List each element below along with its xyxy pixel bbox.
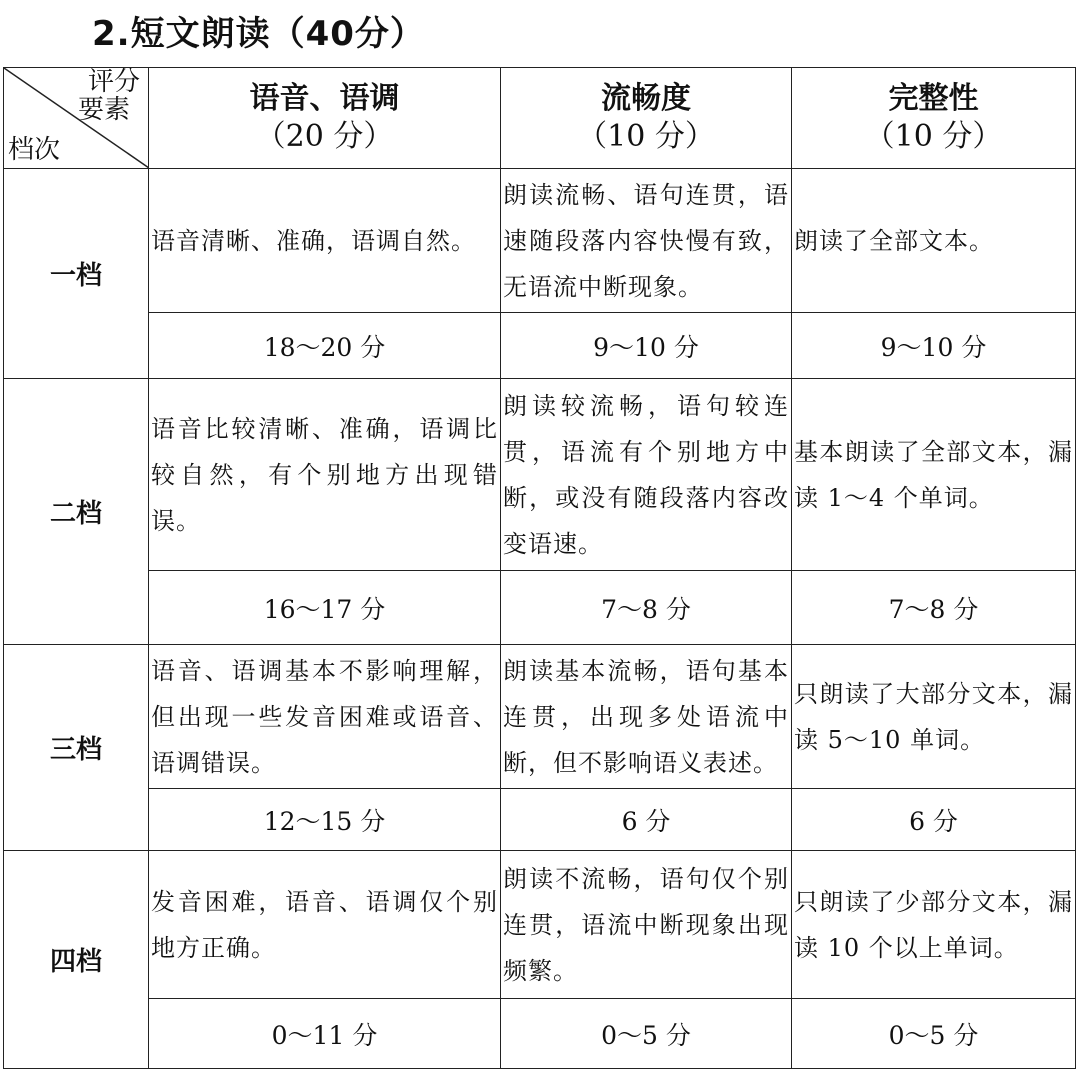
column-header-completeness: 完整性 （10 分）: [792, 68, 1076, 169]
description-cell: 只朗读了大部分文本，漏读 5～10 单词。: [792, 645, 1076, 789]
column-header-pronunciation: 语音、语调 （20 分）: [149, 68, 501, 169]
score-cell: 0～11 分: [149, 999, 501, 1069]
table-row: [4, 645, 1076, 789]
column-header-fluency: 流畅度 （10 分）: [501, 68, 792, 169]
score-cell: 6 分: [792, 789, 1076, 851]
description-cell: 朗读流畅、语句连贯，语速随段落内容快慢有致，无语流中断现象。: [501, 169, 792, 313]
description-cell: 基本朗读了全部文本，漏读 1～4 个单词。: [792, 379, 1076, 571]
score-cell: 7～8 分: [501, 571, 792, 645]
level-label: 四档: [4, 851, 149, 1069]
level-label: 三档: [4, 645, 149, 851]
score-cell: 6 分: [501, 789, 792, 851]
score-cell: 18～20 分: [149, 313, 501, 379]
description-cell: 朗读不流畅，语句仅个别连贯，语流中断现象出现频繁。: [501, 851, 792, 999]
table-row: [4, 379, 1076, 571]
level-label: 一档: [4, 169, 149, 379]
table-row: [4, 169, 1076, 313]
score-cell: 9～10 分: [501, 313, 792, 379]
score-row: [4, 313, 1076, 379]
score-cell: 9～10 分: [792, 313, 1076, 379]
description-cell: 朗读了全部文本。: [792, 169, 1076, 313]
description-cell: 发音困难，语音、语调仅个别地方正确。: [149, 851, 501, 999]
description-cell: 语音比较清晰、准确，语调比较自然，有个别地方出现错误。: [149, 379, 501, 571]
score-cell: 12～15 分: [149, 789, 501, 851]
score-cell: 0～5 分: [792, 999, 1076, 1069]
description-cell: 语音清晰、准确，语调自然。: [149, 169, 501, 313]
scoring-table: [3, 67, 1076, 1069]
level-label: 二档: [4, 379, 149, 645]
corner-bottom-label: 档次: [8, 135, 61, 165]
score-row: [4, 789, 1076, 851]
table-header-row: [4, 68, 1076, 169]
score-cell: 16～17 分: [149, 571, 501, 645]
page-title: 2.短文朗读（40分）: [92, 14, 425, 54]
description-cell: 语音、语调基本不影响理解，但出现一些发音困难或语音、语调错误。: [149, 645, 501, 789]
corner-top-label: 评分 要素: [77, 67, 140, 125]
score-row: [4, 999, 1076, 1069]
table-row: [4, 851, 1076, 999]
description-cell: 朗读基本流畅，语句基本连贯，出现多处语流中断，但不影响语义表述。: [501, 645, 792, 789]
description-cell: 只朗读了少部分文本，漏读 10 个以上单词。: [792, 851, 1076, 999]
score-cell: 7～8 分: [792, 571, 1076, 645]
score-cell: 0～5 分: [501, 999, 792, 1069]
corner-header-cell: [4, 68, 149, 169]
description-cell: 朗读较流畅，语句较连贯，语流有个别地方中断，或没有随段落内容改变语速。: [501, 379, 792, 571]
score-row: [4, 571, 1076, 645]
